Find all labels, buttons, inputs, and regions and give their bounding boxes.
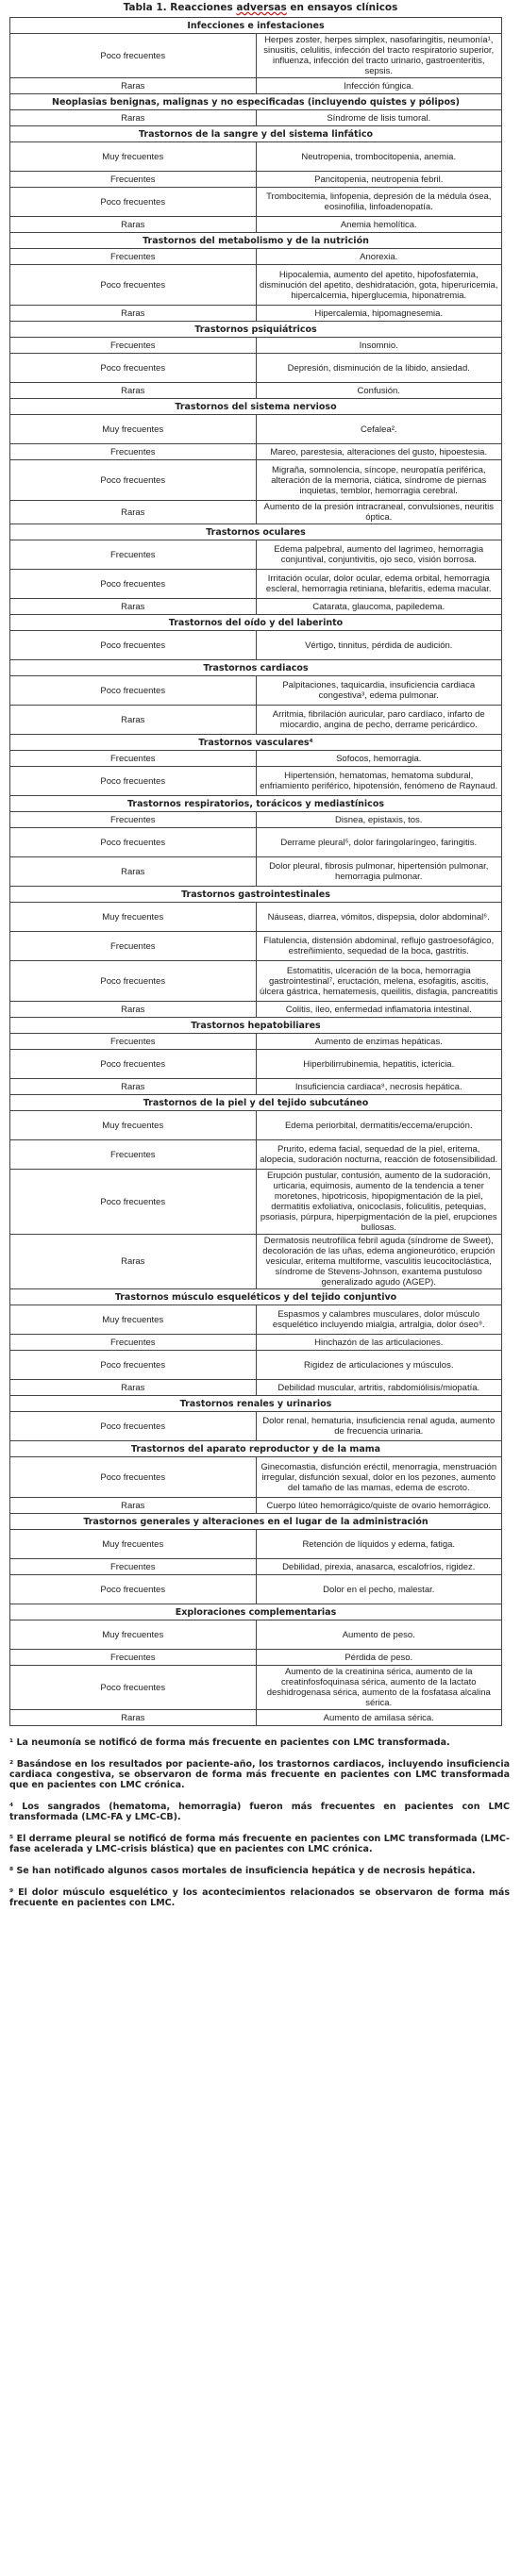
frequency-cell: Raras [10, 306, 257, 322]
section-header-row [10, 233, 502, 249]
table-row [10, 706, 502, 735]
footnote: ¹ La neumonía se notificó de forma más frecuente en pacientes con LMC transformada. [9, 1737, 450, 1748]
table-row [10, 1559, 502, 1575]
table-row [10, 1335, 502, 1351]
section-header-row [10, 887, 502, 903]
frequency-cell: Muy frecuentes [10, 1111, 257, 1140]
table-row [10, 78, 502, 94]
section-header-row [10, 399, 502, 415]
table-row [10, 1380, 502, 1396]
frequency-cell: Poco frecuentes [10, 570, 257, 599]
section-header: Trastornos cardiacos [10, 660, 502, 676]
reaction-cell: Trombocitemia, linfopenia, depresión de la médula ósea, eosinofilia, linfoadenopatía. [256, 188, 502, 217]
section-header-row [10, 1396, 502, 1412]
table-row [10, 961, 502, 1002]
frequency-cell: Poco frecuentes [10, 767, 257, 796]
reaction-cell: Edema palpebral, aumento del lagrimeo, hemorragia conjuntival, conjuntivitis, ojo seco, visión borrosa. [256, 540, 502, 570]
frequency-cell: Raras [10, 706, 257, 735]
table-row [10, 1666, 502, 1710]
table-row [10, 172, 502, 188]
table-row [10, 857, 502, 887]
section-header-row [10, 1441, 502, 1457]
frequency-cell: Poco frecuentes [10, 188, 257, 217]
title-suffix: en ensayos clínicos [286, 2, 398, 13]
frequency-cell: Poco frecuentes [10, 1351, 257, 1380]
reaction-cell: Insomnio. [256, 338, 502, 354]
reaction-cell: Retención de líquidos y edema, fatiga. [256, 1530, 502, 1559]
table-row [10, 1170, 502, 1235]
frequency-cell: Poco frecuentes [10, 1412, 257, 1441]
reaction-cell: Pérdida de peso. [256, 1650, 502, 1666]
frequency-cell: Raras [10, 857, 257, 887]
table-row [10, 751, 502, 767]
section-header: Trastornos del aparato reproductor y de la mama [10, 1441, 502, 1457]
section-header-row [10, 735, 502, 751]
table-row [10, 142, 502, 172]
section-header: Trastornos músculo esqueléticos y del tejido conjuntivo [10, 1289, 502, 1305]
frequency-cell: Raras [10, 217, 257, 233]
section-header-row [10, 1095, 502, 1111]
frequency-cell: Frecuentes [10, 249, 257, 265]
reaction-cell: Anemia hemolítica. [256, 217, 502, 233]
reaction-cell: Aumento de peso. [256, 1620, 502, 1650]
frequency-cell: Frecuentes [10, 444, 257, 460]
table-row [10, 501, 502, 524]
frequency-cell: Muy frecuentes [10, 142, 257, 172]
table-row [10, 415, 502, 444]
frequency-cell: Raras [10, 78, 257, 94]
section-header-row [10, 660, 502, 676]
section-header: Exploraciones complementarias [10, 1604, 502, 1620]
table-row [10, 1575, 502, 1604]
reaction-cell: Sofocos, hemorragia. [256, 751, 502, 767]
reaction-cell: Náuseas, diarrea, vómitos, dispepsia, dolor abdominal⁶. [256, 903, 502, 932]
section-header-row [10, 94, 502, 110]
section-header: Trastornos generales y alteraciones en el lugar de la administración [10, 1514, 502, 1530]
section-header: Trastornos respiratorios, torácicos y mediastínicos [10, 796, 502, 812]
table-row [10, 338, 502, 354]
frequency-cell: Frecuentes [10, 338, 257, 354]
frequency-cell: Poco frecuentes [10, 460, 257, 501]
table-row [10, 1050, 502, 1079]
footnote: ⁹ El dolor músculo esquelético y los acontecimientos relacionados se observaron de forma más frecuente en pacientes con LMC. [9, 1887, 510, 1908]
adverse-reactions-table [9, 17, 502, 1726]
frequency-cell: Muy frecuentes [10, 1620, 257, 1650]
reaction-cell: Dolor pleural, fibrosis pulmonar, hipertensión pulmonar, hemorragia pulmonar. [256, 857, 502, 887]
frequency-cell: Raras [10, 1235, 257, 1289]
frequency-cell: Poco frecuentes [10, 1666, 257, 1710]
frequency-cell: Frecuentes [10, 540, 257, 570]
reaction-cell: Anorexia. [256, 249, 502, 265]
reaction-cell: Dolor renal, hematuria, insuficiencia renal aguda, aumento de frecuencia urinaria. [256, 1412, 502, 1441]
table-row [10, 570, 502, 599]
section-header: Trastornos vasculares⁴ [10, 735, 502, 751]
reaction-cell: Infección fúngica. [256, 78, 502, 94]
reaction-cell: Ginecomastia, disfunción eréctil, menorragia, menstruación irregular, disfunción sexual, dolor en los pezones, aumento del tamaño de las mamas, edema de escroto. [256, 1457, 502, 1498]
frequency-cell: Frecuentes [10, 1559, 257, 1575]
table-row [10, 110, 502, 126]
frequency-cell: Frecuentes [10, 1650, 257, 1666]
frequency-cell: Poco frecuentes [10, 1457, 257, 1498]
table-row [10, 306, 502, 322]
frequency-cell: Frecuentes [10, 1140, 257, 1170]
reaction-cell: Hiperbilirrubinemia, hepatitis, ictericia. [256, 1050, 502, 1079]
reaction-cell: Erupción pustular, contusión, aumento de la sudoración, urticaria, equimosis, aumento de la tendencia a tener moretones, hipotricosis, hipopigmentación de la piel, dermatitis exfoliativa, onicoclasis, foliculitis, petequias, psoriasis, púrpura, hiperpigmentación de la piel, erupciones bullosas. [256, 1170, 502, 1235]
table-row [10, 383, 502, 399]
table-row [10, 1002, 502, 1018]
footnotes [9, 1737, 510, 1908]
table-row [10, 1710, 502, 1726]
reaction-cell: Disnea, epistaxis, tos. [256, 812, 502, 828]
reaction-cell: Hinchazón de las articulaciones. [256, 1335, 502, 1351]
frequency-cell: Raras [10, 1498, 257, 1514]
section-header: Trastornos del sistema nervioso [10, 399, 502, 415]
reaction-cell: Insuficiencia cardiaca⁸, necrosis hepática. [256, 1079, 502, 1095]
section-header-row [10, 1289, 502, 1305]
reaction-cell: Rigidez de articulaciones y músculos. [256, 1351, 502, 1380]
table-row [10, 1498, 502, 1514]
frequency-cell: Raras [10, 1710, 257, 1726]
table-row [10, 354, 502, 383]
table-row [10, 217, 502, 233]
table-row [10, 249, 502, 265]
frequency-cell: Poco frecuentes [10, 265, 257, 306]
section-header: Infecciones e infestaciones [10, 18, 502, 34]
frequency-cell: Raras [10, 110, 257, 126]
table-title [0, 0, 521, 17]
reaction-cell: Flatulencia, distensión abdominal, reflujo gastroesofágico, estreñimiento, sequedad de la boca, gastritis. [256, 932, 502, 961]
table-row [10, 1457, 502, 1498]
reaction-cell: Cefalea². [256, 415, 502, 444]
table-row [10, 1034, 502, 1050]
frequency-cell: Poco frecuentes [10, 354, 257, 383]
reaction-cell: Debilidad muscular, artritis, rabdomiólisis/miopatía. [256, 1380, 502, 1396]
reaction-cell: Cuerpo lúteo hemorrágico/quiste de ovario hemorrágico. [256, 1498, 502, 1514]
table-row [10, 1620, 502, 1650]
section-header-row [10, 615, 502, 631]
table-row [10, 767, 502, 796]
reaction-cell: Hipercalemia, hipomagnesemia. [256, 306, 502, 322]
section-header-row [10, 796, 502, 812]
section-header-row [10, 1018, 502, 1034]
reaction-cell: Debilidad, pirexia, anasarca, escalofríos, rigidez. [256, 1559, 502, 1575]
frequency-cell: Poco frecuentes [10, 1050, 257, 1079]
reaction-cell: Palpitaciones, taquicardia, insuficiencia cardiaca congestiva³, edema pulmonar. [256, 676, 502, 706]
reaction-cell: Aumento de la creatinina sérica, aumento de la creatinfosfoquinasa sérica, aumento de la lactato deshidrogenasa sérica, aumento de la fosfatasa alcalina sérica. [256, 1666, 502, 1710]
section-header: Trastornos de la sangre y del sistema linfático [10, 126, 502, 142]
frequency-cell: Frecuentes [10, 172, 257, 188]
reaction-cell: Arritmia, fibrilación auricular, paro cardíaco, infarto de miocardio, angina de pecho, derrame pericárdico. [256, 706, 502, 735]
table-row [10, 903, 502, 932]
section-header-row [10, 126, 502, 142]
reaction-cell: Dolor en el pecho, malestar. [256, 1575, 502, 1604]
section-header-row [10, 1514, 502, 1530]
section-header: Trastornos gastrointestinales [10, 887, 502, 903]
frequency-cell: Muy frecuentes [10, 1530, 257, 1559]
table-row [10, 1079, 502, 1095]
table-row [10, 1140, 502, 1170]
reaction-cell: Migraña, somnolencia, síncope, neuropatía periférica, alteración de la memoria, ciática, síndrome de piernas inquietas, temblor, hemorragia cerebral. [256, 460, 502, 501]
reaction-cell: Prurito, edema facial, sequedad de la piel, eritema, alopecia, sudoración nocturna, reacción de fotosensibilidad. [256, 1140, 502, 1170]
frequency-cell: Frecuentes [10, 751, 257, 767]
reaction-cell: Hipocalemia, aumento del apetito, hipofosfatemia, disminución del apetito, deshidratación, gota, hiperuricemia, hipercalcemia, hiperglucemia, hiponatremia. [256, 265, 502, 306]
table-row [10, 444, 502, 460]
frequency-cell: Frecuentes [10, 1335, 257, 1351]
reaction-cell: Hipertensión, hematomas, hematoma subdural, enfriamiento periférico, hipotensión, fenómeno de Raynaud. [256, 767, 502, 796]
table-row [10, 188, 502, 217]
frequency-cell: Frecuentes [10, 932, 257, 961]
table-row [10, 540, 502, 570]
footnote: ⁴ Los sangrados (hematoma, hemorragia) fueron más frecuentes en pacientes con LMC transformada (LMC-FA y LMC-CB). [9, 1802, 510, 1822]
reaction-cell: Irritación ocular, dolor ocular, edema orbital, hemorragia escleral, hemorragia retiniana, blefaritis, edema macular. [256, 570, 502, 599]
section-header: Trastornos de la piel y del tejido subcutáneo [10, 1095, 502, 1111]
section-header-row [10, 322, 502, 338]
frequency-cell: Frecuentes [10, 1034, 257, 1050]
table-row [10, 932, 502, 961]
table-row [10, 1111, 502, 1140]
section-header: Neoplasias benignas, malignas y no especificadas (incluyendo quistes y pólipos) [10, 94, 502, 110]
reaction-cell: Mareo, parestesia, alteraciones del gusto, hipoestesia. [256, 444, 502, 460]
frequency-cell: Frecuentes [10, 812, 257, 828]
footnote: ² Basándose en los resultados por paciente-año, los trastornos cardiacos, incluyendo insuficiencia cardiaca congestiva, se observaron de forma más frecuente en pacientes con LMC transformada que en pacientes con LMC crónica. [9, 1759, 510, 1790]
section-header-row [10, 1604, 502, 1620]
footnote: ⁸ Se han notificado algunos casos mortales de insuficiencia hepática y de necrosis hepática. [9, 1866, 476, 1876]
section-header-row [10, 524, 502, 540]
reaction-cell: Neutropenia, trombocitopenia, anemia. [256, 142, 502, 172]
frequency-cell: Raras [10, 1380, 257, 1396]
reaction-cell: Herpes zoster, herpes simplex, nasofaringitis, neumonía¹, sinusitis, celulitis, infección del tracto respiratorio superior, influenza, infección del tracto urinario, gastroenteritis, sepsis. [256, 34, 502, 78]
table-row [10, 1305, 502, 1335]
section-header: Trastornos oculares [10, 524, 502, 540]
frequency-cell: Poco frecuentes [10, 961, 257, 1002]
frequency-cell: Poco frecuentes [10, 631, 257, 660]
table-row [10, 1530, 502, 1559]
frequency-cell: Raras [10, 1079, 257, 1095]
reaction-cell: Pancitopenia, neutropenia febril. [256, 172, 502, 188]
section-header: Trastornos psiquiátricos [10, 322, 502, 338]
table-row [10, 1412, 502, 1441]
frequency-cell: Raras [10, 501, 257, 524]
table-row [10, 1351, 502, 1380]
frequency-cell: Muy frecuentes [10, 1305, 257, 1335]
table-row [10, 460, 502, 501]
reaction-cell: Espasmos y calambres musculares, dolor músculo esquelético incluyendo mialgia, artralgia, dolor óseo⁹. [256, 1305, 502, 1335]
reaction-cell: Confusión. [256, 383, 502, 399]
frequency-cell: Raras [10, 383, 257, 399]
title-prefix: Tabla 1. Reacciones [123, 2, 237, 13]
reaction-cell: Dermatosis neutrofílica febril aguda (síndrome de Sweet), decoloración de las uñas, edema angioneurótico, erupción vesicular, eritema multiforme, vasculitis leucocitoclástica, síndrome de Stevens-Johnson, exantema pustuloso generalizado agudo (AGEP). [256, 1235, 502, 1289]
table-row [10, 812, 502, 828]
section-header-row [10, 18, 502, 34]
reaction-cell: Aumento de amilasa sérica. [256, 1710, 502, 1726]
table-row [10, 1235, 502, 1289]
frequency-cell: Poco frecuentes [10, 1575, 257, 1604]
table-row [10, 599, 502, 615]
reaction-cell: Síndrome de lisis tumoral. [256, 110, 502, 126]
frequency-cell: Raras [10, 599, 257, 615]
frequency-cell: Poco frecuentes [10, 676, 257, 706]
table-row [10, 828, 502, 857]
table-row [10, 631, 502, 660]
frequency-cell: Poco frecuentes [10, 828, 257, 857]
section-header: Trastornos del oído y del laberinto [10, 615, 502, 631]
table-row [10, 265, 502, 306]
reaction-cell: Estomatitis, ulceración de la boca, hemorragia gastrointestinal⁷, eructación, melena, esofagitis, ascitis, úlcera gástrica, hematemesis, queilitis, disfagia, pancreatitis [256, 961, 502, 1002]
reaction-cell: Catarata, glaucoma, papiledema. [256, 599, 502, 615]
footnote: ⁵ El derrame pleural se notificó de forma más frecuente en pacientes con LMC transformada (LMC-fase acelerada y LMC-crisis blástica) que en pacientes con LMC crónica. [9, 1834, 510, 1854]
section-header: Trastornos del metabolismo y de la nutrición [10, 233, 502, 249]
table-row [10, 1650, 502, 1666]
frequency-cell: Raras [10, 1002, 257, 1018]
frequency-cell: Poco frecuentes [10, 34, 257, 78]
reaction-cell: Colitis, íleo, enfermedad inflamatoria intestinal. [256, 1002, 502, 1018]
section-header: Trastornos hepatobiliares [10, 1018, 502, 1034]
table-row [10, 676, 502, 706]
title-underlined-word: adversas [236, 2, 287, 13]
reaction-cell: Depresión, disminución de la libido, ansiedad. [256, 354, 502, 383]
reaction-cell: Aumento de la presión intracraneal, convulsiones, neuritis óptica. [256, 501, 502, 524]
frequency-cell: Poco frecuentes [10, 1170, 257, 1235]
reaction-cell: Edema periorbital, dermatitis/eccema/erupción. [256, 1111, 502, 1140]
reaction-cell: Aumento de enzimas hepáticas. [256, 1034, 502, 1050]
reaction-cell: Derrame pleural⁵, dolor faringolaríngeo, faringitis. [256, 828, 502, 857]
section-header: Trastornos renales y urinarios [10, 1396, 502, 1412]
frequency-cell: Muy frecuentes [10, 415, 257, 444]
frequency-cell: Muy frecuentes [10, 903, 257, 932]
table-row [10, 34, 502, 78]
reaction-cell: Vértigo, tinnitus, pérdida de audición. [256, 631, 502, 660]
